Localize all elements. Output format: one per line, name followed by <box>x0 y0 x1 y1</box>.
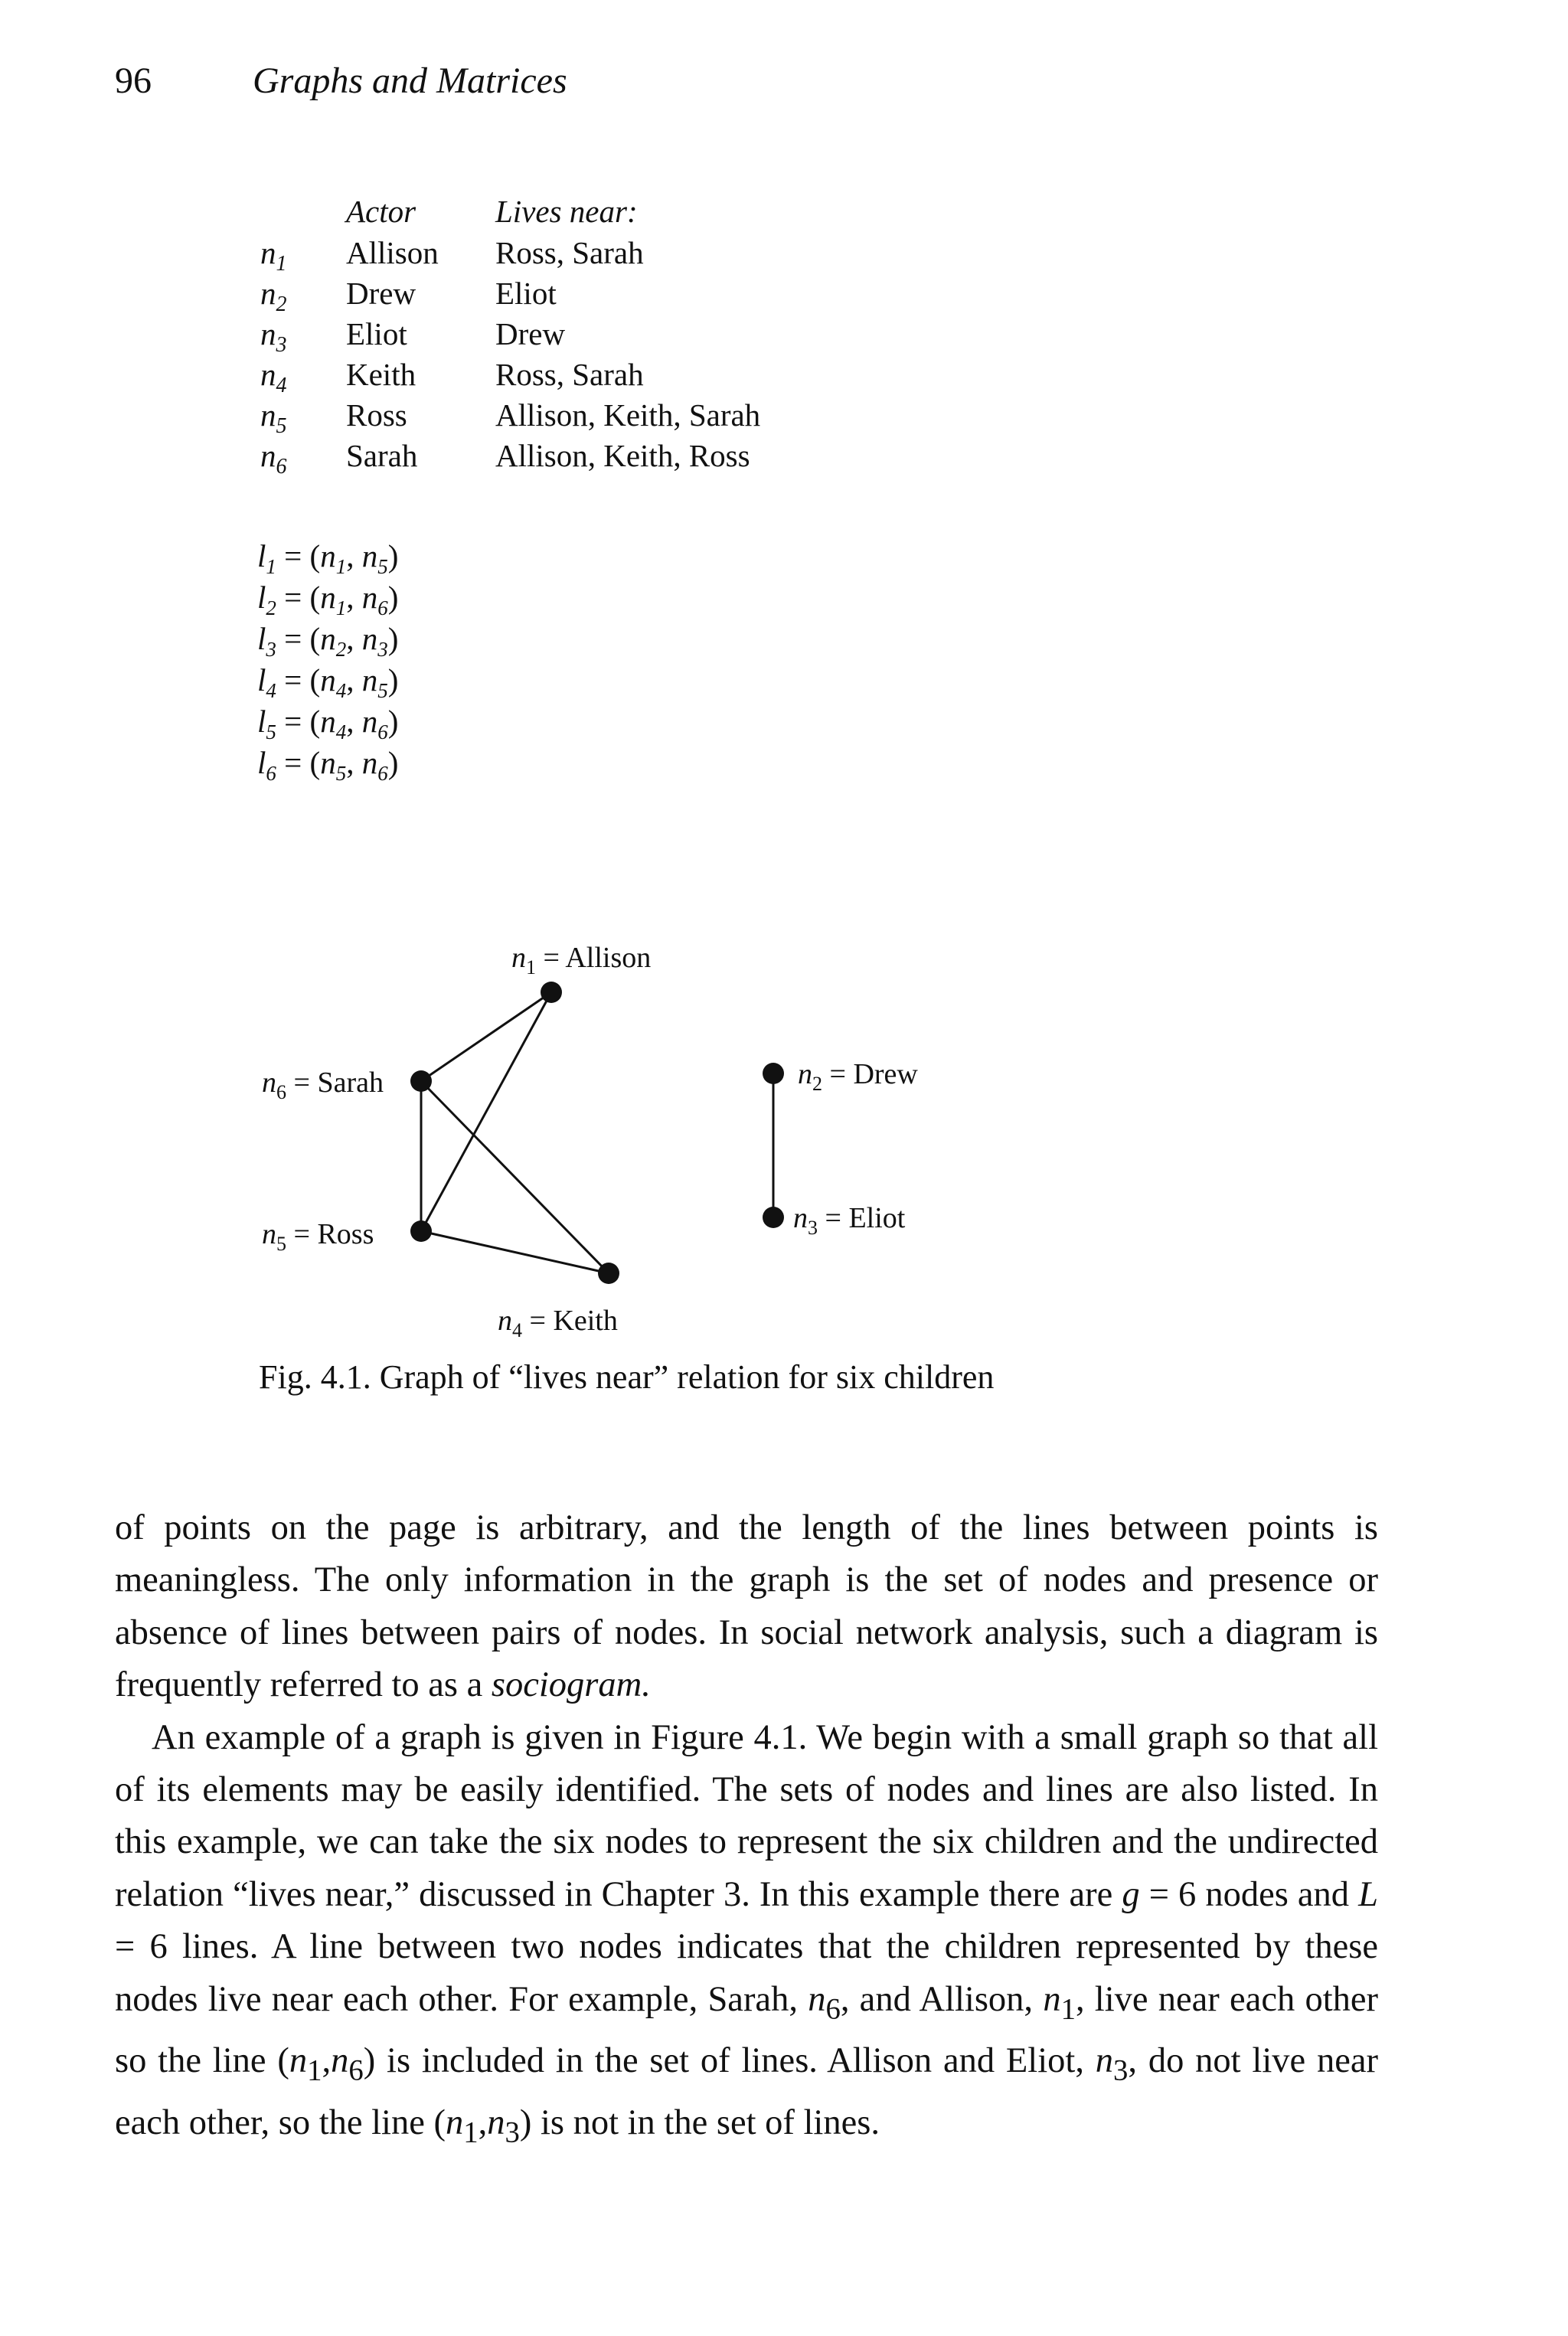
body-text <box>115 1502 1378 2159</box>
paragraph-2: An example of a graph is given in Figure 4.1. We begin with a small graph so that all of its elements may be easily identified. The sets of nodes and lines are also listed. In this example, we can take the six nodes to represent the six children and the undirected relation “lives near,” discussed in Chapter 3. In this example there are g = 6 nodes and L = 6 lines. A line between two nodes indicates that the children represented by these nodes live near each other. For example, Sarah, $n_6$, and Allison, $n_1$, live near each other so the line $(n_1,n_6)$ is included in the set of lines. Allison and Eliot, $n_3$, do not live near each other, so the line $(n_1,n_3)$ is not in the set of lines. <box>115 1717 1378 2149</box>
graph-node-n6 <box>410 1070 432 1092</box>
table-actor-name: Ross <box>346 397 407 433</box>
graph-node-n5 <box>410 1220 432 1242</box>
table-lives-near: Eliot <box>495 276 557 311</box>
line-definition: $l_5 = (n_4$, $n_6$) <box>257 704 399 744</box>
line-definition: $l_1 = (n_1$, $n_5$) <box>257 538 399 579</box>
paragraph-1: of points on the page is arbitrary, and the length of the lines between points is meaningless. The only information in the graph is the set of nodes and presence or absence of lines between pairs of nodes. In social network analysis, such a diagram is frequently referred to as a sociogram. <box>115 1508 1378 1705</box>
table-node-label: $n_4$ <box>260 357 287 398</box>
table-node-label: $n_2$ <box>260 276 287 317</box>
page-number: 96 <box>115 60 152 101</box>
graph-labels <box>262 942 918 1341</box>
table-lives-near: Ross, Sarah <box>495 235 644 270</box>
table-node-label: $n_1$ <box>260 235 287 276</box>
table-actor-name: Drew <box>346 276 416 311</box>
line-definition: $l_3 = (n_2$, $n_3$) <box>257 621 399 662</box>
lives-near-column-header: Lives near: <box>495 194 638 229</box>
table-actor-name: Allison <box>346 235 439 270</box>
graph-node-n4 <box>598 1263 619 1284</box>
graph-node-label-n2: $n_2$ = Drew <box>798 1058 918 1095</box>
graph-node-label-n3: $n_3$ = Eliot <box>793 1202 906 1239</box>
table-node-label: $n_5$ <box>260 397 287 439</box>
table-node-label: $n_6$ <box>260 438 287 479</box>
table-actor-name: Sarah <box>346 438 418 473</box>
sociogram-term: sociogram. <box>491 1665 651 1705</box>
graph-edge-n1-n6 <box>421 992 551 1081</box>
actor-column-header: Actor <box>346 194 416 229</box>
graph-edge-n4-n5 <box>421 1231 609 1273</box>
line-definition: $l_4 = (n_4$, $n_5$) <box>257 662 399 703</box>
table-lives-near: Ross, Sarah <box>495 357 644 392</box>
line-definition: $l_6 = (n_5$, $n_6$) <box>257 745 399 786</box>
graph-node-label-n1: $n_1$ = Allison <box>511 942 652 979</box>
table-lives-near: Allison, Keith, Sarah <box>495 397 761 433</box>
table-actor-name: Keith <box>346 357 416 392</box>
graph-node-n2 <box>763 1063 784 1084</box>
table-actor-name: Eliot <box>346 316 407 351</box>
graph-node-label-n4: $n_4$ = Keith <box>498 1305 618 1341</box>
graph-node-n3 <box>763 1207 784 1228</box>
graph-node-n1 <box>541 982 562 1003</box>
running-title: Graphs and Matrices <box>253 60 567 101</box>
line-definition: $l_2 = (n_1$, $n_6$) <box>257 580 399 620</box>
graph-node-label-n6: $n_6$ = Sarah <box>262 1067 384 1103</box>
graph-node-label-n5: $n_5$ = Ross <box>262 1218 374 1255</box>
table-node-label: $n_3$ <box>260 316 287 358</box>
figure-caption: Fig. 4.1. Graph of “lives near” relation for six children <box>259 1358 995 1396</box>
graph-nodes <box>410 982 784 1284</box>
table-lives-near: Allison, Keith, Ross <box>495 438 750 473</box>
graph-edges <box>421 992 773 1273</box>
table-lives-near: Drew <box>495 316 566 351</box>
